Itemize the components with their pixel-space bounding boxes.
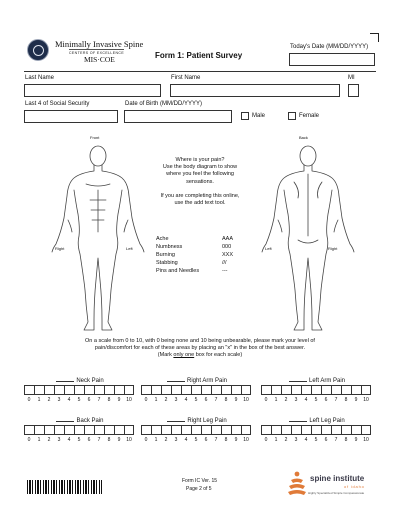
- form-title: Form 1: Patient Survey: [155, 51, 243, 60]
- pain-level-checkbox[interactable]: [241, 385, 251, 395]
- pain-level-number: 5: [314, 397, 318, 403]
- pain-level-checkbox[interactable]: [241, 425, 251, 435]
- pain-scale-numbers: [261, 397, 371, 403]
- pain-level-checkbox[interactable]: [24, 385, 34, 395]
- front-left-label: Left: [126, 246, 133, 251]
- back-left-label: Left: [265, 246, 272, 251]
- pain-scale-blank[interactable]: [167, 417, 185, 422]
- pain-scale-numbers: [141, 397, 251, 403]
- pain-level-number: 4: [184, 437, 188, 443]
- scale-instruction-line: On a scale from 0 to 10, with 0 being none and 10 being unbearable, please mark your level of: [85, 338, 315, 344]
- pain-level-checkbox[interactable]: [141, 385, 151, 395]
- legend-symbol: ///: [222, 260, 227, 266]
- pain-level-number: 1: [37, 397, 41, 403]
- pain-level-checkbox[interactable]: [114, 425, 124, 435]
- pain-level-number: 1: [274, 437, 278, 443]
- pain-scale-boxes: [261, 385, 371, 395]
- instruction-line: If you are completing this online,: [160, 192, 240, 199]
- female-label: Female: [299, 113, 320, 119]
- pain-scale: [24, 377, 136, 407]
- pain-level-number: 8: [344, 437, 348, 443]
- pain-level-checkbox[interactable]: [351, 385, 361, 395]
- pain-scale: [141, 377, 253, 407]
- brand-sub: of idaho: [344, 484, 365, 489]
- pain-level-number: 9: [354, 397, 358, 403]
- pain-level-number: 7: [334, 397, 338, 403]
- pain-scale: [261, 377, 373, 407]
- pain-level-checkbox[interactable]: [311, 425, 321, 435]
- pain-scale-label: Neck Pain: [76, 378, 104, 384]
- pain-level-number: 7: [97, 397, 101, 403]
- pain-level-checkbox[interactable]: [171, 385, 181, 395]
- pain-level-number: 2: [284, 437, 288, 443]
- pain-level-checkbox[interactable]: [124, 385, 134, 395]
- pain-level-checkbox[interactable]: [64, 385, 74, 395]
- pain-level-checkbox[interactable]: [34, 385, 44, 395]
- scale-instructions: [30, 338, 370, 360]
- pain-scale: [141, 417, 253, 447]
- pain-level-checkbox[interactable]: [211, 425, 221, 435]
- pain-level-number: 0: [144, 397, 148, 403]
- pain-level-checkbox[interactable]: [104, 425, 114, 435]
- pain-level-checkbox[interactable]: [341, 385, 351, 395]
- pain-scale-boxes: [141, 385, 251, 395]
- pain-level-number: 7: [97, 437, 101, 443]
- first-name-field[interactable]: [170, 84, 340, 97]
- pain-scale-label: Right Arm Pain: [186, 378, 228, 384]
- pain-level-checkbox[interactable]: [44, 425, 54, 435]
- org-short: MIS·COE: [84, 55, 115, 64]
- ssn-field[interactable]: [24, 110, 118, 123]
- legend-row: Burning: [156, 252, 175, 258]
- pain-scale-title: [141, 377, 253, 384]
- pain-level-number: 7: [214, 437, 218, 443]
- legend-symbol: 000: [222, 244, 232, 250]
- pain-level-checkbox[interactable]: [54, 385, 64, 395]
- instruction-line: Where is your pain?: [175, 157, 225, 163]
- pain-level-number: 1: [37, 437, 41, 443]
- pain-level-checkbox[interactable]: [231, 385, 241, 395]
- pain-level-number: 5: [314, 437, 318, 443]
- front-body-diagram[interactable]: [50, 140, 150, 335]
- pain-level-number: 10: [126, 397, 132, 403]
- pain-scale-label: Back Pain: [76, 418, 104, 424]
- pain-level-number: 10: [243, 397, 249, 403]
- pain-level-number: 2: [47, 397, 51, 403]
- pain-level-number: 3: [294, 397, 298, 403]
- org-tagline: CENTERS OF EXCELLENCE: [69, 51, 125, 55]
- pain-level-checkbox[interactable]: [331, 385, 341, 395]
- pain-scale-numbers: [24, 437, 134, 443]
- pain-level-number: 0: [27, 437, 31, 443]
- pain-level-checkbox[interactable]: [161, 385, 171, 395]
- pain-level-number: 8: [344, 397, 348, 403]
- pain-level-checkbox[interactable]: [231, 425, 241, 435]
- pain-level-checkbox[interactable]: [351, 425, 361, 435]
- legend-row: Ache: [156, 236, 169, 242]
- pain-scale-title: [141, 417, 253, 424]
- mi-label: MI: [348, 75, 355, 81]
- pain-level-number: 6: [87, 397, 91, 403]
- male-checkbox[interactable]: [241, 112, 249, 120]
- pain-scale-boxes: [24, 385, 134, 395]
- pain-level-number: 3: [294, 437, 298, 443]
- pain-level-number: 6: [204, 437, 208, 443]
- mi-field[interactable]: [348, 84, 359, 97]
- pain-level-number: 8: [107, 437, 111, 443]
- instruction-line: use the add text tool.: [174, 200, 226, 207]
- pain-level-checkbox[interactable]: [361, 425, 371, 435]
- back-right-label: Right: [328, 246, 338, 251]
- pain-level-checkbox[interactable]: [34, 425, 44, 435]
- pain-level-number: 0: [144, 437, 148, 443]
- brand-name: spine institute: [310, 474, 365, 483]
- pain-level-number: 6: [87, 437, 91, 443]
- pain-scale-numbers: [141, 437, 251, 443]
- instruction-line: Use the body diagram to show: [162, 164, 238, 171]
- pain-level-checkbox[interactable]: [64, 425, 74, 435]
- pain-level-checkbox[interactable]: [54, 425, 64, 435]
- pain-level-number: 8: [224, 397, 228, 403]
- pain-level-number: 9: [234, 437, 238, 443]
- pain-level-number: 6: [324, 437, 328, 443]
- pain-scale-title: [24, 377, 136, 384]
- pain-level-checkbox[interactable]: [211, 385, 221, 395]
- pain-level-number: 5: [194, 437, 198, 443]
- pain-level-number: 3: [174, 397, 178, 403]
- pain-level-checkbox[interactable]: [124, 425, 134, 435]
- pain-level-number: 5: [194, 397, 198, 403]
- legend-symbol: ---: [222, 268, 228, 274]
- pain-level-number: 0: [264, 437, 268, 443]
- pain-level-checkbox[interactable]: [181, 385, 191, 395]
- pain-level-checkbox[interactable]: [301, 425, 311, 435]
- pain-level-checkbox[interactable]: [114, 385, 124, 395]
- corner-registration-mark: [370, 33, 379, 42]
- pain-level-number: 7: [214, 397, 218, 403]
- form-version: Form IC Ver. 15: [182, 478, 218, 484]
- pain-level-number: 9: [354, 437, 358, 443]
- pain-scale-label: Right Leg Pain: [187, 418, 227, 424]
- pain-level-checkbox[interactable]: [141, 425, 151, 435]
- pain-level-number: 9: [234, 397, 238, 403]
- pain-level-checkbox[interactable]: [221, 425, 231, 435]
- pain-level-number: 0: [264, 397, 268, 403]
- pain-scale-numbers: [24, 397, 134, 403]
- pain-level-number: 10: [126, 437, 132, 443]
- pain-scale-blank[interactable]: [289, 377, 307, 382]
- pain-level-number: 9: [117, 397, 121, 403]
- pain-level-number: 5: [77, 437, 81, 443]
- pain-level-checkbox[interactable]: [271, 385, 281, 395]
- pain-level-checkbox[interactable]: [291, 385, 301, 395]
- org-seal-logo: [27, 39, 49, 61]
- first-name-label: First Name: [171, 75, 201, 81]
- legend-row: Numbness: [156, 244, 183, 250]
- scale-instruction-line: pain/discomfort for each of these areas by placing an "x" in the box of the best answer.: [94, 345, 306, 352]
- pain-level-number: 10: [243, 437, 249, 443]
- female-checkbox[interactable]: [288, 112, 296, 120]
- pain-level-checkbox[interactable]: [221, 385, 231, 395]
- pain-level-number: 3: [174, 437, 178, 443]
- pain-level-number: 8: [224, 437, 228, 443]
- pain-scale-numbers: [261, 437, 371, 443]
- pain-level-number: 9: [117, 437, 121, 443]
- pain-level-number: 10: [363, 437, 369, 443]
- pain-level-number: 10: [363, 397, 369, 403]
- pain-level-checkbox[interactable]: [104, 385, 114, 395]
- pain-scale-title: [261, 377, 373, 384]
- pain-level-checkbox[interactable]: [74, 425, 84, 435]
- last-name-label: Last Name: [25, 75, 55, 81]
- pain-level-number: 1: [154, 397, 158, 403]
- pain-scale-blank[interactable]: [167, 377, 185, 382]
- pain-level-number: 6: [324, 397, 328, 403]
- pain-level-number: 5: [77, 397, 81, 403]
- pain-level-number: 1: [154, 437, 158, 443]
- pain-level-checkbox[interactable]: [84, 425, 94, 435]
- pain-level-checkbox[interactable]: [271, 425, 281, 435]
- pain-level-checkbox[interactable]: [281, 385, 291, 395]
- pain-scale-blank[interactable]: [289, 417, 307, 422]
- pain-level-number: 4: [184, 397, 188, 403]
- pain-scale-title: [24, 417, 136, 424]
- pain-level-checkbox[interactable]: [331, 425, 341, 435]
- instruction-line: where you feel the following: [166, 171, 234, 178]
- ssn-label: Last 4 of Social Security: [25, 101, 90, 107]
- org-name: Minimally Invasive Spine: [55, 39, 144, 49]
- brand-tagline: Highly Specialized Simple Compassionate: [308, 491, 365, 495]
- pain-scale-blank[interactable]: [56, 377, 74, 382]
- pain-level-checkbox[interactable]: [311, 385, 321, 395]
- pain-level-checkbox[interactable]: [281, 425, 291, 435]
- name-divider: [24, 71, 376, 72]
- pain-level-checkbox[interactable]: [261, 385, 271, 395]
- pain-level-number: 0: [27, 397, 31, 403]
- pain-level-checkbox[interactable]: [151, 425, 161, 435]
- pain-level-checkbox[interactable]: [361, 385, 371, 395]
- scale-instruction-line: (Mark only one box for each scale): [157, 352, 243, 359]
- pain-level-checkbox[interactable]: [161, 425, 171, 435]
- pain-level-checkbox[interactable]: [321, 425, 331, 435]
- pain-level-checkbox[interactable]: [291, 425, 301, 435]
- pain-level-number: 7: [334, 437, 338, 443]
- pain-level-number: 2: [47, 437, 51, 443]
- pain-scale-title: [261, 417, 373, 424]
- pain-scale-label: Left Leg Pain: [309, 418, 345, 424]
- body-diagram-instructions: [140, 157, 260, 207]
- pain-scale: [24, 417, 136, 447]
- male-label: Male: [252, 113, 266, 119]
- pain-level-checkbox[interactable]: [261, 425, 271, 435]
- pain-level-checkbox[interactable]: [201, 385, 211, 395]
- pain-level-number: 2: [284, 397, 288, 403]
- pain-scale-label: Left Arm Pain: [308, 378, 346, 384]
- pain-level-number: 4: [304, 397, 308, 403]
- dob-label: Date of Birth (MM/DD/YYYY): [125, 101, 203, 107]
- pain-level-checkbox[interactable]: [341, 425, 351, 435]
- pain-level-checkbox[interactable]: [301, 385, 311, 395]
- barcode: [27, 480, 102, 494]
- pain-level-checkbox[interactable]: [191, 385, 201, 395]
- last-name-field[interactable]: [24, 84, 161, 97]
- pain-scale-boxes: [24, 425, 134, 435]
- todays-date-field[interactable]: [289, 53, 375, 66]
- front-label: Front: [90, 135, 100, 140]
- page-number: Page 2 of 5: [186, 486, 212, 492]
- pain-level-number: 6: [204, 397, 208, 403]
- back-body-diagram[interactable]: [260, 140, 360, 335]
- pain-level-checkbox[interactable]: [201, 425, 211, 435]
- pain-scale-boxes: [141, 425, 251, 435]
- pain-level-number: 2: [164, 437, 168, 443]
- pain-level-number: 1: [274, 397, 278, 403]
- pain-level-checkbox[interactable]: [94, 425, 104, 435]
- back-label: Back: [299, 135, 308, 140]
- spine-institute-logo-icon: [285, 470, 309, 496]
- pain-scale-blank[interactable]: [56, 417, 74, 422]
- pain-level-number: 8: [107, 397, 111, 403]
- legend-row: Stabbing: [156, 260, 178, 266]
- legend-symbol: AAA: [222, 236, 234, 242]
- pain-scale-boxes: [261, 425, 371, 435]
- pain-level-number: 3: [57, 397, 61, 403]
- pain-level-checkbox[interactable]: [94, 385, 104, 395]
- pain-level-number: 4: [67, 437, 71, 443]
- pain-level-number: 2: [164, 397, 168, 403]
- pain-level-checkbox[interactable]: [44, 385, 54, 395]
- pain-level-checkbox[interactable]: [151, 385, 161, 395]
- pain-level-checkbox[interactable]: [74, 385, 84, 395]
- front-right-label: Right: [55, 246, 65, 251]
- pain-level-checkbox[interactable]: [321, 385, 331, 395]
- pain-level-checkbox[interactable]: [24, 425, 34, 435]
- pain-level-checkbox[interactable]: [181, 425, 191, 435]
- pain-scale: [261, 417, 373, 447]
- instruction-line: sensations.: [186, 178, 214, 185]
- pain-level-number: 4: [304, 437, 308, 443]
- pain-level-checkbox[interactable]: [191, 425, 201, 435]
- pain-level-number: 3: [57, 437, 61, 443]
- pain-level-checkbox[interactable]: [84, 385, 94, 395]
- legend-symbol: XXX: [222, 252, 234, 258]
- date-label: Today's Date (MM/DD/YYYY): [290, 44, 369, 50]
- legend-row: Pins and Needles: [156, 268, 200, 274]
- dob-field[interactable]: [124, 110, 232, 123]
- pain-level-number: 4: [67, 397, 71, 403]
- pain-level-checkbox[interactable]: [171, 425, 181, 435]
